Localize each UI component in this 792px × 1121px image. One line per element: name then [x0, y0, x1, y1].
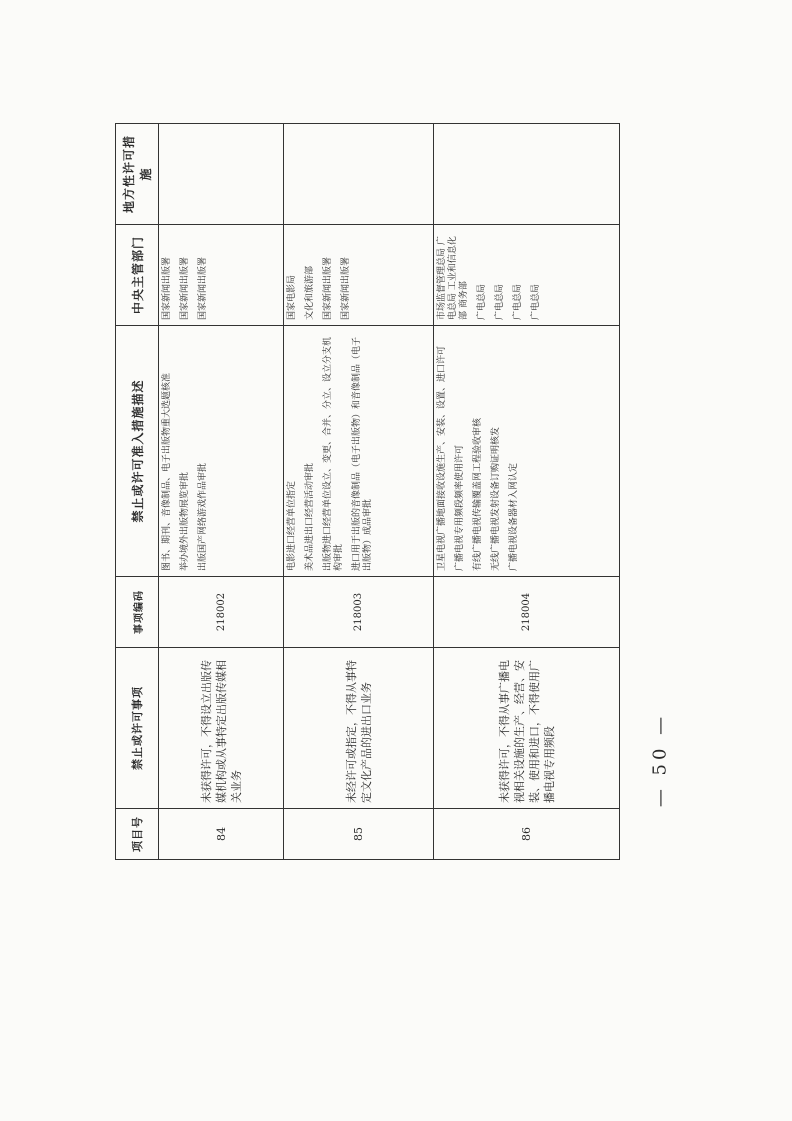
table-row: [434, 124, 620, 860]
row-desc: [284, 326, 434, 577]
row-desc: [434, 326, 620, 577]
row-local: [284, 124, 434, 225]
row-code: 218003: [284, 577, 434, 648]
measure-dept: 国家新闻出版署: [341, 256, 351, 320]
header-no: 项目号: [116, 809, 159, 860]
row-dept: [284, 225, 434, 326]
measure-dept: 国家电影局: [287, 274, 297, 320]
table-header-row: [116, 124, 159, 860]
table-row: [284, 124, 434, 860]
measure-dept: 国家新闻出版署: [323, 256, 333, 320]
measure-dept: 国家新闻出版署: [198, 256, 208, 320]
measure-dept: 市场监督管理总局 广电总局 工业和信息化部 商务部: [437, 236, 469, 320]
measure-desc: 进口用于出版的音像制品（电子出版物）和音像制品（电子出版物）成品审批: [352, 336, 373, 571]
measure-dept: 国家新闻出版署: [162, 256, 172, 320]
measure-desc: 出版国产网络游戏作品审批: [198, 462, 208, 571]
row-item: 未获得许可，不得从事广播电视相关设施的生产、经营、安装、使用和进口，不得使用广播电视专用频段: [434, 648, 620, 809]
measure-desc: 有线广播电视传输覆盖网工程验收审核: [473, 417, 483, 571]
measure-dept: 文化和旅游部: [305, 265, 315, 320]
row-no: 85: [284, 809, 434, 860]
measure-desc: 举办境外出版物展览审批: [180, 471, 190, 571]
header-dept: 中央主管部门: [116, 225, 159, 326]
measure-dept: 国家新闻出版署: [180, 256, 190, 320]
row-code: 218004: [434, 577, 620, 648]
measure-desc: 卫星电视广播地面接收设施生产、安装、设置、进口许可: [437, 345, 447, 571]
row-dept: [434, 225, 620, 326]
measure-desc: 电影进口经营单位指定: [287, 480, 297, 571]
header-code: 事项编码: [116, 577, 159, 648]
measure-desc: 图书、期刊、音像制品、电子出版物重大选题核准: [162, 372, 172, 571]
header-item: 禁止或许可事项: [116, 648, 159, 809]
row-desc: [159, 326, 284, 577]
measure-dept: 广电总局: [513, 283, 523, 320]
page-number: — 50 —: [649, 712, 671, 808]
measure-desc: 广播电视专用频段频率使用许可: [455, 444, 465, 571]
measure-desc: 广播电视设备器材入网认定: [509, 462, 519, 571]
measure-desc: 无线广播电视发射设备订购证明核发: [491, 426, 501, 571]
row-no: 84: [159, 809, 284, 860]
measure-desc: 出版物进口经营单位设立、变更、合并、分立、设立分支机构审批: [323, 336, 344, 571]
measure-desc: 美术品进出口经营活动审批: [305, 462, 315, 571]
license-table: [115, 123, 620, 860]
row-local: [159, 124, 284, 225]
rotated-table-frame: [115, 135, 620, 860]
header-local: 地方性许可措施: [116, 124, 159, 225]
row-local: [434, 124, 620, 225]
row-no: 86: [434, 809, 620, 860]
table-row: [159, 124, 284, 860]
measure-dept: 广电总局: [495, 283, 505, 320]
measure-dept: 广电总局: [531, 283, 541, 320]
table-container: [115, 135, 620, 860]
row-dept: [159, 225, 284, 326]
row-code: 218002: [159, 577, 284, 648]
header-desc: 禁止或许可准入措施描述: [116, 326, 159, 577]
measure-dept: 广电总局: [477, 283, 487, 320]
row-item: 未获得许可，不得设立出版传媒机构或从事特定出版传媒相关业务: [159, 648, 284, 809]
row-item: 未经许可或指定，不得从事特定文化产品的进出口业务: [284, 648, 434, 809]
